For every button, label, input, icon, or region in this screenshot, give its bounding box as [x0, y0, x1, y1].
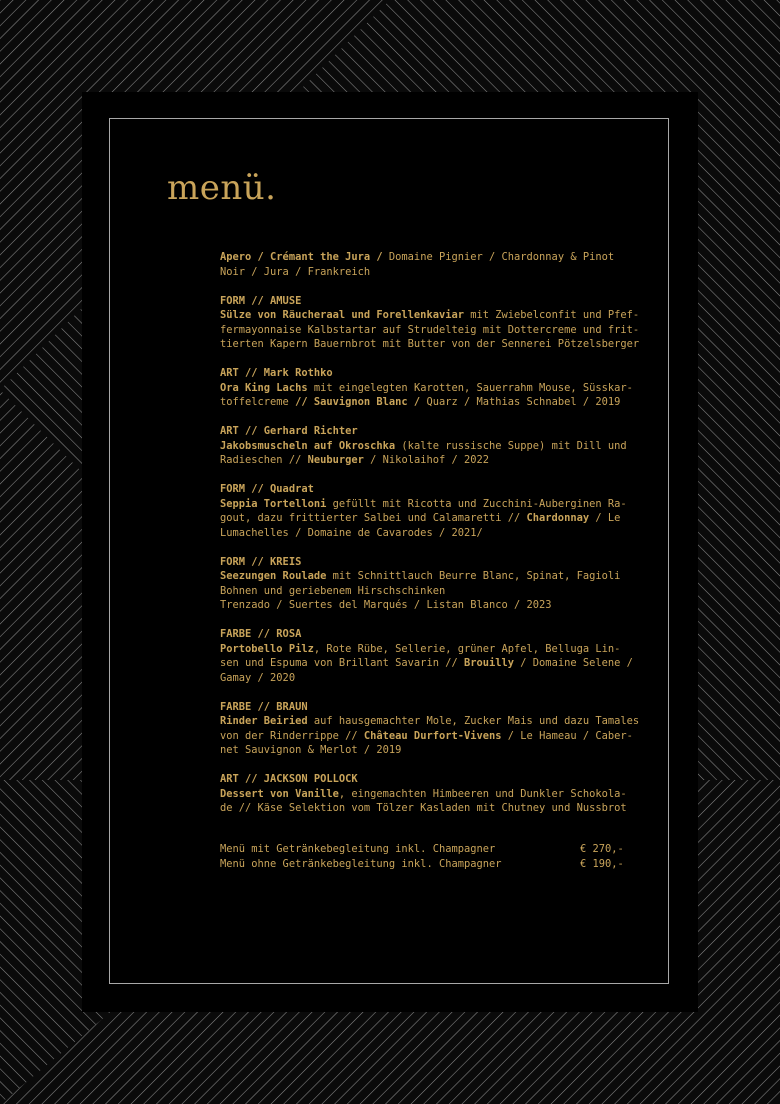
description-text: von der Rinderrippe // — [220, 729, 364, 742]
course-line — [220, 743, 665, 758]
course-line — [220, 656, 665, 671]
highlight-text: FORM // AMUSE — [220, 294, 302, 307]
description-text: fermayonnaise Kalbstartar auf Strudelteig mit Dottercreme und frit- — [220, 323, 640, 336]
course-line — [220, 453, 665, 468]
menu-course — [220, 482, 665, 540]
description-text: Gamay / 2020 — [220, 671, 296, 684]
course-line — [220, 772, 665, 787]
price-row — [220, 842, 640, 857]
highlight-text: Seezungen Roulade — [220, 570, 327, 582]
description-text: gout, dazu frittierter Salbei und Calamaretti // — [220, 512, 527, 524]
highlight-text: ART // Gerhard Richter — [220, 425, 358, 437]
description-text: / Le — [589, 512, 621, 524]
highlight-text: Ora King Lachs — [220, 381, 308, 394]
highlight-text: // Sauvignon Blanc / — [295, 396, 421, 408]
description-text: / Nikolaihof / 2022 — [363, 454, 490, 466]
menu-course — [220, 555, 665, 613]
course-line — [220, 511, 665, 526]
course-line — [220, 294, 665, 309]
description-text: de // Käse Selektion vom Tölzer Kasladen mit Chutney und Nussbrot — [220, 802, 627, 814]
menu-course — [220, 700, 665, 758]
description-text: Trenzado / Suertes del Marqués / Listan Blanco / 2023 — [220, 599, 552, 611]
highlight-text: FARBE // ROSA — [220, 628, 302, 640]
course-line — [220, 801, 665, 816]
course-list — [220, 250, 665, 830]
description-text: auf hausgemachter Mole, Zucker Mais und dazu Tamales — [307, 715, 640, 727]
highlight-text: Château Durfort-Vivens — [363, 729, 502, 742]
menu-course — [220, 772, 665, 816]
highlight-text: FORM // Quadrat — [220, 483, 314, 495]
description-text: Lumachelles / Domaine de Cavarodes / 2021/ — [220, 526, 483, 539]
description-text: Bohnen und geriebenem Hirschschinken — [220, 584, 446, 597]
description-text: (kalte russische Suppe) mit Dill und — [395, 439, 627, 452]
course-line — [220, 584, 665, 599]
highlight-text: Seppia Tortelloni — [220, 497, 327, 510]
course-line — [220, 395, 665, 410]
price-label: Menü mit Getränkebegleitung inkl. Champagner — [220, 843, 496, 855]
description-text: , eingemachten Himbeeren und Dunkler Schokola- — [338, 787, 627, 800]
description-text: mit Zwiebelconfit und Pfef- — [463, 309, 640, 321]
description-text: sen und Espuma von Brillant Savarin // — [220, 657, 464, 669]
course-line — [220, 439, 665, 454]
highlight-text: Portobello Pilz — [220, 642, 314, 655]
course-line — [220, 729, 665, 744]
description-text: Radieschen // — [220, 454, 308, 466]
description-text: tierten Kapern Bauernbrot mit Butter von der Sennerei Pötzelsberger — [220, 338, 640, 350]
course-line — [220, 497, 665, 512]
course-line — [220, 598, 665, 613]
description-text: , Rote Rübe, Sellerie, grüner Apfel, Belluga Lin- — [313, 642, 621, 655]
course-line — [220, 569, 665, 584]
highlight-text: ART // Mark Rothko — [220, 367, 333, 379]
highlight-text: FARBE // BRAUN — [220, 700, 308, 713]
highlight-text: Jakobsmuscheln auf Okroschka — [220, 439, 396, 452]
highlight-text: Rinder Beiried — [220, 715, 308, 727]
course-line — [220, 526, 665, 541]
description-text: mit Schnittlauch Beurre Blanc, Spinat, Fagioli — [326, 570, 621, 582]
price-row — [220, 857, 640, 872]
course-line — [220, 337, 665, 352]
course-line — [220, 714, 665, 729]
price-label: Menü ohne Getränkebegleitung inkl. Champagner — [220, 857, 502, 870]
description-text: / Le Hameau / Caber- — [501, 729, 633, 742]
description-text: Noir / Jura / Frankreich — [220, 265, 371, 278]
highlight-text: ART // JACKSON POLLOCK — [220, 773, 358, 785]
price-value: € 190,- — [580, 857, 624, 870]
description-text: gefüllt mit Ricotta und Zucchini-Auberginen Ra- — [326, 497, 627, 510]
menu-course — [220, 627, 665, 685]
course-line — [220, 787, 665, 802]
course-line — [220, 366, 665, 381]
highlight-text: Sülze von Räucheraal und Forellenkaviar — [220, 309, 464, 321]
course-line — [220, 381, 665, 396]
course-line — [220, 323, 665, 338]
menu-course — [220, 250, 665, 279]
menu-course — [220, 366, 665, 410]
highlight-text: Apero / Crémant the Jura / — [220, 251, 383, 263]
highlight-text: Brouilly — [463, 657, 515, 669]
highlight-text: Chardonnay — [526, 512, 590, 524]
course-line — [220, 424, 665, 439]
description-text: toffelcreme — [220, 396, 296, 408]
price-list — [220, 842, 640, 871]
course-line — [220, 700, 665, 715]
highlight-text: Dessert von Vanille — [220, 787, 339, 800]
course-line — [220, 642, 665, 657]
course-line — [220, 482, 665, 497]
price-value: € 270,- — [580, 843, 624, 855]
description-text: Domaine Pignier / Chardonnay & Pinot — [382, 251, 615, 263]
course-line — [220, 250, 665, 265]
description-text: net Sauvignon & Merlot / 2019 — [220, 744, 402, 756]
course-line — [220, 627, 665, 642]
menu-course — [220, 424, 665, 468]
course-line — [220, 671, 665, 686]
description-text: mit eingelegten Karotten, Sauerrahm Mouse, Süsskar- — [307, 381, 633, 394]
course-line — [220, 555, 665, 570]
description-text: Quarz / Mathias Schnabel / 2019 — [420, 396, 621, 408]
course-line — [220, 308, 665, 323]
menu-title: menü. — [167, 168, 277, 208]
course-line — [220, 265, 665, 280]
highlight-text: Neuburger — [307, 454, 364, 466]
menu-course — [220, 294, 665, 352]
description-text: / Domaine Selene / — [514, 657, 633, 669]
highlight-text: FORM // KREIS — [220, 555, 302, 568]
